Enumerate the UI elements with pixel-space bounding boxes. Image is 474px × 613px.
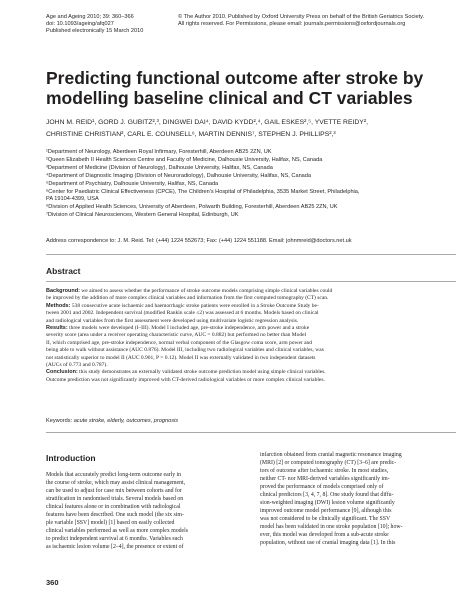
abstract-body [46,288,458,384]
affiliation-list [46,149,466,220]
body-line: neither CT- nor MRI-derived variables significantly im- [260,476,390,482]
left-column [46,471,238,551]
body-line: model has been validated in one stroke population [10]; how- [260,524,403,530]
abstract-line: (AUCs of 0.773 and 0.787). [46,362,108,369]
copyright-block [178,14,448,28]
body-line: Models that accurately predict long-term outcome early in [46,472,182,478]
affiliation: ³Department of Medicine (Division of Neurology), Dalhousie University, Halifax, NS, Canada [46,164,273,171]
doi-line: doi: 10.1093/ageing/afq027 [46,21,114,28]
divider [46,432,456,433]
affiliation: PA 19104-4399, USA [46,196,99,203]
divider [46,254,456,255]
copyright-line: © The Author 2010. Published by Oxford University Press on behalf of the British Geriatrics Society. [178,14,425,20]
keywords-value: acute stroke, elderly, outcomes, prognosis [73,418,179,424]
body-line: the course of stroke, which may assist clinical management, [46,480,186,486]
body-line: clinical variables performed as well as more complex models [46,528,188,534]
body-line: as ischaemic lesion volume [2–4], the presence or extent of [46,544,184,550]
introduction-heading: Introduction [46,453,96,463]
abstract-line: not statistically superior to model II (AUC 0.901, P = 0.12). Model II was externally validated in two independent datasets [46,354,316,361]
body-line: was not considered to be clinically significant. The SSV [260,516,391,522]
title-line: Predicting functional outcome after stroke by [46,68,424,88]
correspondence-text: Address correspondence to: J. M. Reid. Tel: (+44) 1224 552673; Fax: (+44) 1224 551188. Email: johnmreid@doctors.net.uk [46,238,352,244]
author-line: CHRISTINE CHRISTIAN², CARL E. COUNSELL⁶, MARTIN DENNIS⁷, STEPHEN J. PHILLIPS²,³ [46,131,336,138]
abstract-line: being able to walk without assistance (AUC 0.876). Model III, including two radiological variables and clinical variables, was [46,347,324,354]
results-label: Results: [46,325,68,332]
body-line: proved the performance of models comprised only of [260,484,384,490]
body-line: clinical predictors [3, 4, 7, 8]. One study found that diffu- [260,492,394,498]
citation-line: Age and Ageing 2010; 39: 360–366 [46,14,134,20]
body-line: ple variable [SSV] model) [1] based on easily collected [46,520,175,526]
abstract-line: Conclusion: this study demonstrates an externally validated stroke outcome prediction model using simple clinical variables. [46,369,326,376]
affiliation: ⁵Department of Psychiatry, Dalhousie University, Halifax, NS, Canada [46,180,219,187]
keywords-label: Keywords: [46,418,73,424]
author-line: JOHN M. REID¹, GORD J. GUBITZ²,³, DINGWEI DAI⁴, DAVID KYDD²,⁴, GAIL ESKES²,⁵, YVETTE REIDY², [46,119,368,126]
title-line: modelling baseline clinical and CT variables [46,88,413,108]
correspondence [46,238,466,245]
abstract-line: II, which comprised age, pre-stroke independence, normal verbal component of the Glasgow coma score, arm power and [46,339,313,346]
affiliation: ⁴Department of Diagnostic Imaging (Division of Neuroradiology), Dalhousie University, Halifax, NS, Canada [46,172,312,179]
permissions-line: All rights reserved. For Permissions, please email: journals.permissions@oxfordjournals.org [178,21,406,28]
citation-block [46,14,176,36]
body-line: population, without use of cranial imaging data [1]. In this [260,540,396,546]
affiliation: ²Queen Elizabeth II Health Sciences Centre and Faculty of Medicine, Dalhousie University, Halifax, NS, Canada [46,156,323,163]
abstract-line: Outcome prediction was not significantly improved with CT-derived radiological variables or more complex clinical variables. [46,376,325,383]
abstract-line: tween 2001 and 2002. Independent survival (modified Rankin scale ≤2) was assessed at 6 months. Models based on clinical [46,310,319,317]
affiliation: ⁶Center for Paediatric Clinical Effectiveness (CPCE), The Children's Hospital of Philadelphia, 3535 Market Street, Philadelphia, [46,188,360,195]
page-number: 360 [46,578,59,587]
divider [46,281,456,282]
body-line: to predict independent survival at 6 months. Variables such [46,536,183,542]
abstract-line: Background: we aimed to assess whether the performance of stroke outcome models comprising simple clinical variables could [46,288,333,294]
body-line: tors of outcome after ischaemic stroke. In most studies, [260,468,389,474]
abstract-line: Methods: 538 consecutive acute ischaemic and haemorrhagic stroke patients were enrolled in a Stroke Outcome Study be- [46,302,319,309]
right-column [260,451,458,547]
affiliation: ⁷Division of Clinical Neurosciences, Western General Hospital, Edinburgh, UK [46,212,239,219]
abstract-line: be improved by the addition of more complex clinical variables and information from the first computed tomography (CT) scan. [46,295,329,302]
body-line: features have been described. One such model (the six sim- [46,512,184,518]
article-title [46,68,456,108]
body-line: can be used to adjust for case mix between cohorts and for [46,488,182,494]
methods-label: Methods: [46,302,71,309]
abstract-line: Results: three models were developed (I–III). Model I included age, pre-stroke independence, arm power and a stroke [46,325,310,332]
body-line: clinical features alone or in combination with radiological [46,504,181,510]
published-line: Published electronically 15 March 2010 [46,28,144,35]
body-line: ever, this model was developed from a sub-acute stroke [260,532,389,538]
body-line: infarction obtained from cranial magnetic resonance imaging [260,452,402,458]
abstract-line: and radiological variables from the first assessment were developed using multivariate logistic regression analysis. [46,317,299,324]
body-line: (MRI) [2] or computed tomography (CT) [3–6] are predic- [260,460,397,466]
body-line: improved outcome model performance [9], although this [260,508,392,514]
body-line: stratification in randomised trials. Several models based on [46,496,184,502]
conclusion-label: Conclusion: [46,369,78,376]
author-list [46,117,456,141]
affiliation: ⁶Division of Applied Health Sciences, University of Aberdeen, Polwarth Building, Foresterhill, Aberdeen AB25 2ZN, UK [46,204,338,211]
body-line: sion-weighted imaging (DWI) lesion volume significantly [260,500,395,506]
background-label: Background: [46,288,80,294]
keywords [46,418,456,424]
affiliation: ¹Department of Neurology, Aberdeen Royal Infirmary, Foresterhill, Aberdeen AB25 2ZN, UK [46,149,272,155]
abstract-line: severity score (area under a receiver operating characteristic curve, AUC = 0.882) but performed no better than Model [46,332,307,339]
abstract-heading: Abstract [46,266,81,276]
